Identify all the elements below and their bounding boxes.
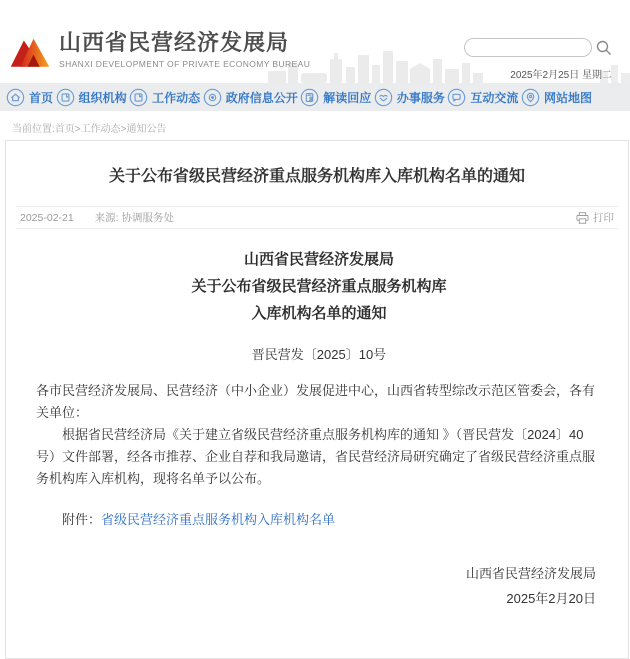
site-subtitle: SHANXI DEVELOPMENT OF PRIVATE ECONOMY BUREAU: [59, 59, 311, 69]
print-label: 打印: [593, 212, 614, 224]
nav-label: 工作动态: [152, 90, 201, 105]
nav-item-work-news[interactable]: [129, 88, 200, 107]
site-header: [0, 0, 630, 83]
nav-item-info-disclosure[interactable]: [203, 88, 298, 107]
main-nav: [0, 83, 630, 111]
attachment-line: [36, 509, 602, 528]
breadcrumb: 当前位置:首页>工作动态>通知公告: [0, 111, 630, 140]
nav-item-interpretation[interactable]: [300, 88, 371, 107]
nav-item-sitemap[interactable]: [521, 88, 592, 107]
search-button[interactable]: [596, 40, 612, 56]
brand: [9, 31, 310, 71]
nav-label: 办事服务: [396, 90, 445, 105]
signature-date: 2025年2月20日: [506, 591, 596, 606]
signature-block: [36, 561, 602, 611]
doc-title-line1: 山西省民营经济发展局: [243, 251, 394, 268]
sitemap-icon: [521, 88, 540, 107]
print-button[interactable]: [576, 210, 618, 225]
organization-icon: [56, 88, 75, 107]
doc-title-line3: 入库机构名单的通知: [251, 305, 387, 322]
attachment-label: 附件：: [62, 512, 102, 527]
article-meta-left: [16, 210, 174, 225]
search-area: [464, 38, 612, 81]
interpretation-icon: [300, 88, 319, 107]
nav-label: 网站地图: [543, 90, 592, 105]
site-title: 山西省民营经济发展局: [59, 30, 290, 55]
bureau-logo-icon: [9, 31, 51, 71]
brand-text: [59, 31, 310, 69]
home-icon: [6, 88, 25, 107]
nav-item-home[interactable]: [6, 88, 53, 107]
info-disclosure-icon: [203, 88, 222, 107]
document-body: [6, 246, 628, 611]
article-source: 来源: 协调服务处: [94, 212, 174, 224]
nav-label: 互动交流: [470, 90, 519, 105]
nav-label: 组织机构: [78, 90, 127, 105]
doc-number: 晋民营发〔2025〕10号: [251, 347, 387, 362]
article-date: 2025-02-21: [20, 212, 74, 224]
nav-label: 首页: [29, 90, 54, 105]
work-news-icon: [129, 88, 148, 107]
article-title: 关于公布省级民营经济重点服务机构库入库机构名单的通知: [108, 168, 525, 185]
header-date: 2025年2月25日 星期二: [510, 70, 612, 81]
search-icon: [596, 40, 612, 56]
service-icon: [374, 88, 393, 107]
doc-paragraph: 根据省民营经济局《关于建立省级民营经济重点服务机构库的通知 》（晋民营发〔2024〕40号）文件部署，经各市推荐、企业自荐和我局邀请，省民营经济局研究确定了省级民营经济重点服务机构库入库机构，现将名单予以公布。: [36, 427, 596, 486]
signature-org: 山西省民营经济发展局: [465, 566, 596, 581]
doc-title-line2: 关于公布省级民营经济重点服务机构库: [191, 278, 447, 295]
doc-title: [36, 246, 602, 327]
article-panel: [5, 140, 629, 659]
search-input[interactable]: [464, 38, 592, 57]
attachment-link[interactable]: 省级民营经济重点服务机构入库机构名单: [101, 512, 336, 527]
nav-label: 政府信息公开: [225, 90, 298, 105]
interaction-icon: [447, 88, 466, 107]
article-meta-row: [16, 206, 618, 229]
doc-salutation: 各市民营经济发展局、民营经济（中小企业）发展促进中心，山西省转型综改示范区管委会，各有关单位：: [36, 383, 596, 420]
printer-icon: [576, 212, 589, 224]
nav-item-interaction[interactable]: [447, 88, 518, 107]
nav-item-service[interactable]: [374, 88, 445, 107]
nav-label: 解读回应: [323, 90, 372, 105]
nav-item-organization[interactable]: [56, 88, 127, 107]
